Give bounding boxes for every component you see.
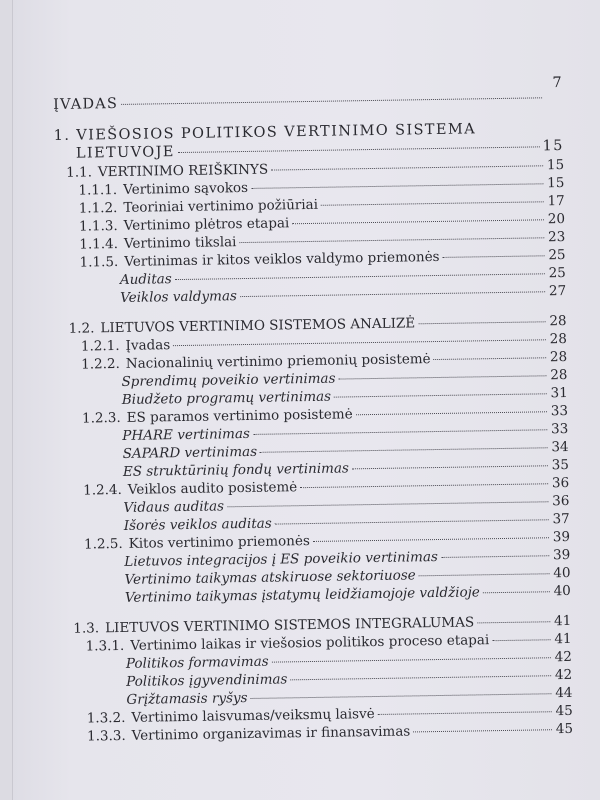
toc-subitem: Vertinimo taikymas atskiruose sektoriuose 40	[124, 564, 571, 588]
toc-item-1-2-4: 1.2.4. Veiklos audito posistemė 36	[83, 474, 570, 499]
toc-item-1-2-1: 1.2.1. Įvadas 28	[80, 330, 568, 355]
toc-item-1-2-2: 1.2.2. Nacionalinių vertinimo priemonių posistemė 28	[81, 348, 568, 373]
toc-entry-intro	[53, 74, 563, 114]
toc-subitem: Politikos įgyvendinimas 42	[126, 666, 573, 690]
book-page	[13, 0, 600, 800]
toc-item-1-1-1: 1.1.1. Vertinimo sąvokos 15	[78, 174, 565, 199]
toc-item-1-2-3: 1.2.3. ES paramos vertinimo posistemė 33	[81, 402, 569, 427]
toc-item-1-1-3: 1.1.3. Vertinimo plėtros etapai 20	[78, 210, 566, 235]
toc-item-1-1-5: 1.1.5. Vertinimas ir kitos veiklos valdymo priemonės 25	[79, 246, 566, 271]
toc-subitem: PHARE vertinimas 33	[122, 420, 569, 444]
toc-section-1-2: 1.2. LIETUVOS VERTINIMO SISTEMOS ANALIZĖ 28	[68, 312, 567, 337]
toc-label: ĮVADAS	[53, 95, 119, 113]
facing-page-edge	[0, 0, 13, 800]
toc-subitem: Lietuvos integracijos į ES poveikio vertinimas 39	[124, 546, 571, 570]
toc-subitem: Vidaus auditas 36	[123, 492, 570, 516]
toc-item-1-3-1: 1.3.1. Vertinimo laikas ir viešosios politikos proceso etapai 41	[85, 630, 572, 655]
dot-leader	[121, 97, 542, 105]
toc-subitem: Politikos formavimas 42	[125, 648, 573, 672]
toc-section-1-1: 1.1. VERTINIMO REIŠKINYS 15	[66, 156, 565, 181]
toc-subitem: Grįžtamasis ryšys 44	[126, 684, 573, 708]
table-of-contents	[53, 74, 574, 746]
toc-subitem: Auditas 25	[119, 264, 566, 288]
toc-subitem: SAPARD vertinimas 34	[122, 438, 569, 462]
chapter-number: 1.	[53, 127, 71, 144]
toc-item-1-3-2: 1.3.2. Vertinimo laisvumas/veiksmų laisvė 45	[86, 702, 573, 727]
toc-subitem: Išorės veiklos auditas 37	[123, 510, 570, 534]
toc-section-1-3: 1.3. LIETUVOS VERTINIMO SISTEMOS INTEGRALUMAS 41	[73, 612, 572, 637]
toc-item-1-3-3: 1.3.3. Vertinimo organizavimas ir finansavimas 45	[86, 720, 574, 745]
toc-subitem: Sprendimų poveikio vertinimas 28	[121, 366, 568, 390]
toc-subitem: Biudžeto programų vertinimas 31	[121, 384, 568, 408]
chapter-title-line1: 1. VIEŠOSIOS POLITIKOS VERTINIMO SISTEMA	[53, 121, 477, 144]
toc-page-number: 15	[542, 137, 564, 155]
toc-subitem: ES struktūrinių fondų vertinimas 35	[122, 456, 569, 480]
toc-item-1-1-4: 1.1.4. Vertinimo tikslai 23	[79, 228, 566, 253]
toc-page-number: 7	[552, 74, 563, 92]
dot-leader	[178, 146, 540, 153]
chapter-title-line2: LIETUVOJE 15	[75, 137, 564, 162]
toc-item-1-1-2: 1.1.2. Teoriniai vertinimo požiūriai 17	[78, 192, 565, 217]
toc-item-1-2-5: 1.2.5. Kitos vertinimo priemonės 39	[83, 528, 571, 553]
toc-subitem: Veiklos valdymas 27	[120, 282, 567, 306]
toc-subitem: Vertinimo taikymas įstatymų leidžiamojoje valdžioje 40	[124, 582, 571, 606]
